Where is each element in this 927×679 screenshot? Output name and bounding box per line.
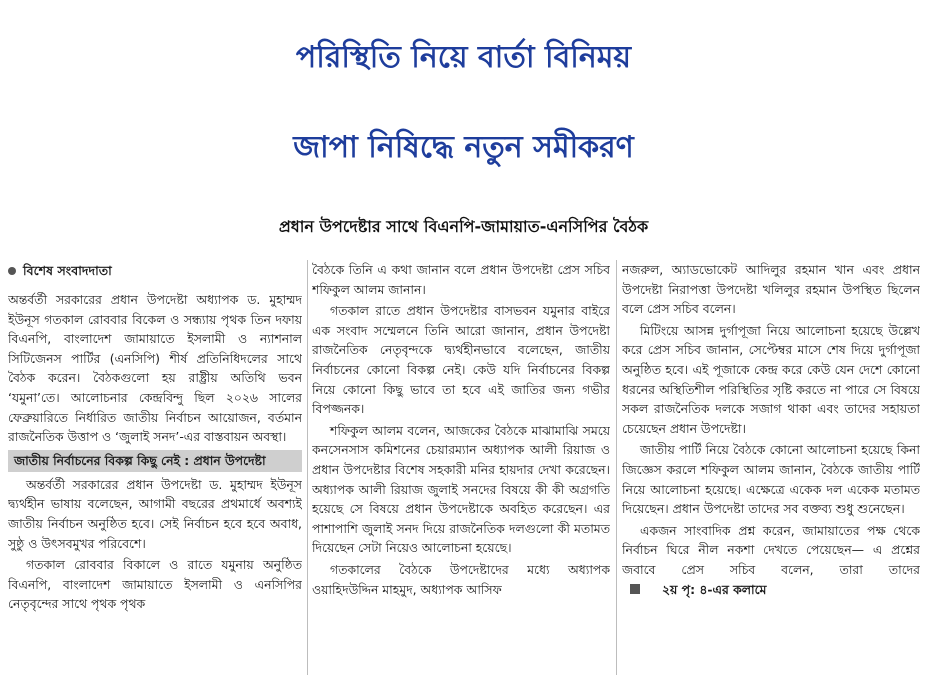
paragraph	[622, 521, 920, 600]
headline-line-1: পরিস্থিতি নিয়ে বার্তা বিনিময়	[295, 40, 632, 75]
bullet-icon	[8, 267, 16, 275]
column-divider	[307, 260, 308, 675]
paragraph-text: একজন সাংবাদিক প্রশ্ন করেন, জামায়াতের পক্ষ থেকে নির্বাচন ঘিরে নীল নকশা দেখতে পেয়েছেন— এ প্রশ্নের জবাবে প্রেস সচিব বলেন, তারা তাদের	[622, 522, 920, 577]
paragraph: নজরুল, অ্যাডভোকেট আদিলুর রহমান খান এবং প্রধান উপদেষ্টা নিরাপত্তা উপদেষ্টা খলিলুর রহমান উপস্থিত ছিলেন বলে প্রেস সচিব বলেন।	[622, 262, 920, 317]
continuation-note	[630, 580, 766, 600]
subheadline: প্রধান উপদেষ্টার সাথে বিএনপি-জামায়াত-এনসিপির বৈঠক	[278, 217, 649, 236]
section-subtitle: জাতীয় নির্বাচনের বিকল্প কিছু নেই : প্রধান উপদেষ্টা	[8, 450, 302, 472]
headline-line-2: জাপা নিষিদ্ধে নতুন সমীকরণ	[293, 130, 634, 165]
continuation-text: ২য় পৃ: ৪-এর কলামে	[662, 581, 767, 597]
article-column-1	[8, 260, 302, 675]
article-body	[8, 260, 920, 675]
byline	[8, 260, 302, 282]
paragraph: অন্তর্বর্তী সরকারের প্রধান উপদেষ্টা অধ্যাপক ড. মুহাম্মদ ইউনূস গতকাল রোববার বিকেল ও সন্ধ্যায় পৃথক তিন দফায় বিএনপি, বাংলাদেশ জামায়াতে ইসলামী ও ন্যাশনাল সিটিজেনস পার্টির (এনসিপি) শীর্ষ প্রতিনিধিদলের সাথে বৈঠক করেন। বৈঠকগুলো হয় রাষ্ট্রীয় অতিথি ভবন ‘যমুনা’তে। আলোচনার কেন্দ্রবিন্দু ছিল ২০২৬ সালের ফেব্রুয়ারিতে নির্ধারিত জাতীয় নির্বাচন আয়োজন, বর্তমান রাজনৈতিক উত্তাপ ও ‘জুলাই সনদ’-এর বাস্তবায়ন অবস্থা।	[8, 292, 302, 445]
paragraph: গতকালের বৈঠকে উপদেষ্টাদের মধ্যে অধ্যাপক ওয়াহিদউদ্দিন মাহমুদ, অধ্যাপক আসিফ	[312, 561, 610, 597]
square-marker-icon	[630, 584, 640, 594]
paragraph: গতকাল রাতে প্রধান উপদেষ্টার বাসভবন যমুনার বাইরে এক সংবাদ সম্মেলনে তিনি আরো জানান, প্রধান উপদেষ্টা রাজনৈতিক নেতৃবৃন্দকে দ্ব্যর্থহীনভাবে বলেছেন, জাতীয় নির্বাচনের কোনো বিকল্প নেই। কেউ যদি নির্বাচনের বিকল্প নিয়ে কোনো কিছু ভাবে তা হবে এই জাতির জন্য গভীর বিপজ্জনক।	[312, 303, 610, 417]
byline-author: বিশেষ সংবাদদাতা	[23, 263, 112, 279]
paragraph: মিটিংয়ে আসন্ন দুর্গাপূজা নিয়ে আলোচনা হয়েছে উল্লেখ করে প্রেস সচিব জানান, সেপ্টেম্বর মাসে শেষ দিয়ে দুর্গাপূজা অনুষ্ঠিত হবে। এই পূজাকে কেন্দ্র করে কেউ যেন দেশে কোনো ধরনের অস্থিতিশীল পরিস্থিতির সৃষ্টি করতে না পারে সে বিষয়ে সকল রাজনৈতিক দলকে সজাগ থাকা এবং তাদের সহায়তা চেয়েছেন প্রধান উপদেষ্টা।	[622, 322, 920, 436]
article-column-3	[622, 260, 920, 675]
paragraph: অন্তর্বর্তী সরকারের প্রধান উপদেষ্টা ড. মুহাম্মদ ইউনূস দ্ব্যর্থহীন ভাষায় বলেছেন, আগামী বছরের প্রথমার্ধে অবশ্যই জাতীয় নির্বাচন অনুষ্ঠিত হবে। সেই নির্বাচন হবে হবে অবাধ, সুষ্ঠু ও উৎসবমুখর পরিবেশে।	[8, 476, 302, 551]
article-column-2	[312, 260, 610, 675]
paragraph: গতকাল রোববার বিকালে ও রাতে যমুনায় অনুষ্ঠিত বিএনপি, বাংলাদেশ জামায়াতে ইসলামী ও এনসিপির নেতৃবৃন্দের সাথে পৃথক পৃথক	[8, 557, 302, 612]
paragraph: শফিকুল আলম বলেন, আজকের বৈঠকে মাঝামাঝি সময়ে কনসেনসাস কমিশনের চেয়ারম্যান অধ্যাপক আলী রিয়াজ ও প্রধান উপদেষ্টার বিশেষ সহকারী মনির হায়দার দেখা করেছেন। অধ্যাপক আলী রিয়াজ জুলাই সনদের বিষয়ে কী কী অগ্রগতি হয়েছে সে বিষয়ে প্রধান উপদেষ্টাকে অবহিত করেছেন। এর পাশাপাশি জুলাই সনদ দিয়ে রাজনৈতিক দলগুলো কী মতামত দিয়েছেন সেটা নিয়েও আলোচনা হয়েছে।	[312, 422, 610, 556]
paragraph: জাতীয় পার্টি নিয়ে বৈঠকে কোনো আলোচনা হয়েছে কিনা জিজ্ঞেস করলে শফিকুল আলম জানান, বৈঠকে জাতীয় পার্টি নিয়ে আলোচনা হয়েছে। এক্ষেত্রে একেক দল একেক মতামত দিয়েছেন। প্রধান উপদেষ্টা তাদের সব বক্তব্য শুধু শুনেছেন।	[622, 442, 920, 517]
paragraph: বৈঠকে তিনি এ কথা জানান বলে প্রধান উপদেষ্টা প্রেস সচিব শফিকুল আলম জানান।	[312, 262, 610, 297]
column-divider	[616, 260, 617, 675]
